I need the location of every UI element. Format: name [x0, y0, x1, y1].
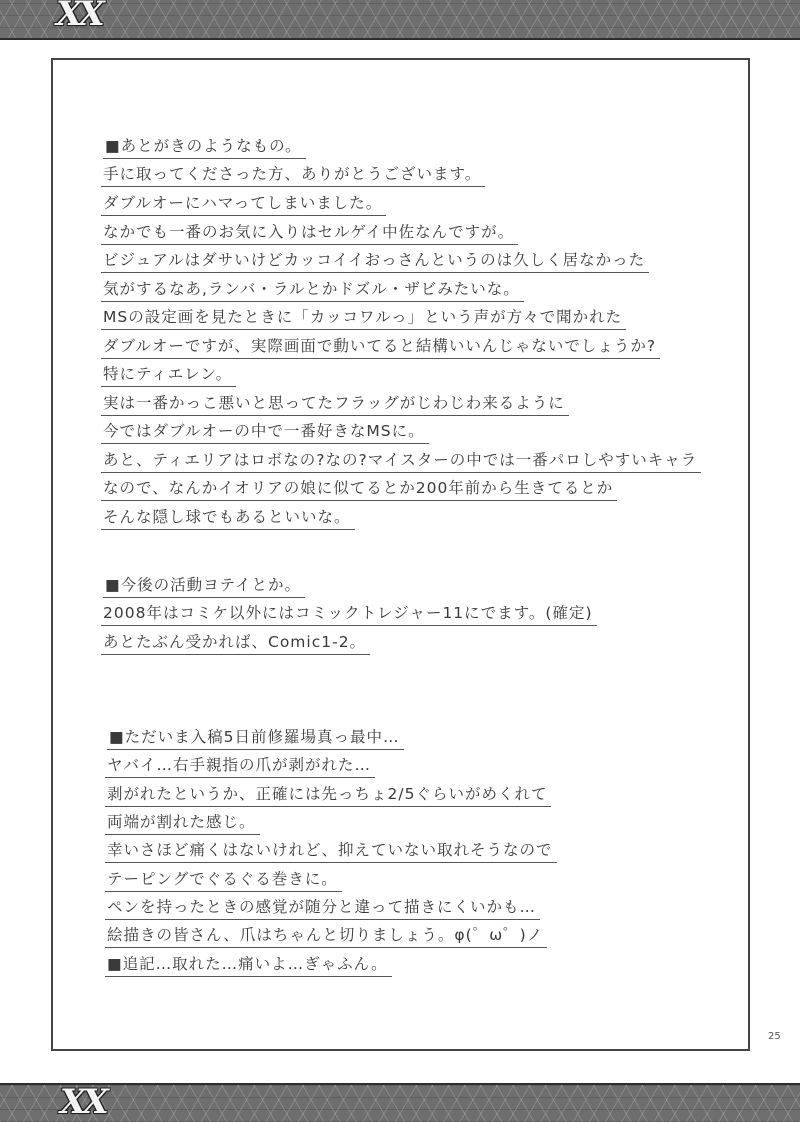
text-line: あとたぶん受かれば、Comic1-2。: [101, 633, 370, 655]
text-line: 気がするなあ,ランバ・ラルとかドズル・ザビみたいな。: [101, 280, 524, 302]
header-band: [0, 0, 800, 40]
text-line: MSの設定画を見たときに「カッコワルっ」という声が方々で聞かれた: [101, 308, 626, 330]
text-line: 今ではダブルオーの中で一番好きなMSに。: [101, 422, 429, 444]
postscript-heading: ■ただいま入稿5日前修羅場真っ最中…: [107, 728, 404, 750]
text-line: 幸いさほど痛くはないけれど、抑えていない取れそうなので: [105, 841, 557, 863]
text-line: 絵描きの皆さん、爪はちゃんと切りましょう。φ(゜ω゜)ノ: [105, 926, 547, 948]
text-line: そんな隠し球でもあるといいな。: [101, 508, 355, 530]
footer-edge: [0, 1083, 800, 1085]
afterword-heading: ■あとがきのようなもの。: [103, 137, 306, 159]
text-line: 特にティエレン。: [101, 365, 236, 387]
footer-band: [0, 1083, 800, 1122]
text-line: 両端が割れた感じ。: [105, 813, 260, 835]
text-line: ダブルオーにハマってしまいました。: [101, 194, 386, 216]
header-logo: XX: [56, 0, 101, 34]
text-line: ペンを持ったときの感覚が随分と違って描きにくいかも…: [105, 898, 540, 920]
page-number: 25: [768, 1031, 781, 1042]
text-line: なので、なんかイオリアの娘に似てるとか200年前から生きてるとか: [101, 479, 617, 501]
footer-logo: XX: [60, 1082, 105, 1122]
schedule-heading: ■今後の活動ヨテイとか。: [103, 576, 305, 598]
text-line: あと、ティエリアはロボなの?なの?マイスターの中では一番パロしやすいキャラ: [101, 451, 701, 473]
text-line: なかでも一番のお気に入りはセルゲイ中佐なんですが。: [101, 223, 518, 245]
text-line: 実は一番かっこ悪いと思ってたフラッグがじわじわ来るように: [101, 394, 569, 416]
text-line: テーピングでぐるぐる巻きに。: [105, 870, 342, 892]
postscript-addendum: ■追記…取れた…痛いよ…ぎゃふん。: [105, 955, 392, 977]
text-line: ヤバイ…右手親指の爪が剥がれた…: [105, 756, 375, 778]
text-line: 剥がれたというか、正確には先っちょ2/5ぐらいがめくれて: [105, 785, 551, 807]
text-line: 手に取ってくださった方、ありがとうございます。: [101, 165, 485, 187]
text-line: 2008年はコミケ以外にはコミックトレジャー11にでます。(確定): [101, 604, 597, 626]
text-line: ビジュアルはダサいけどカッコイイおっさんというのは久しく居なかった: [101, 251, 649, 273]
text-line: ダブルオーですが、実際画面で動いてると結構いいんじゃないでしょうか?: [101, 337, 660, 359]
header-edge: [0, 38, 800, 40]
